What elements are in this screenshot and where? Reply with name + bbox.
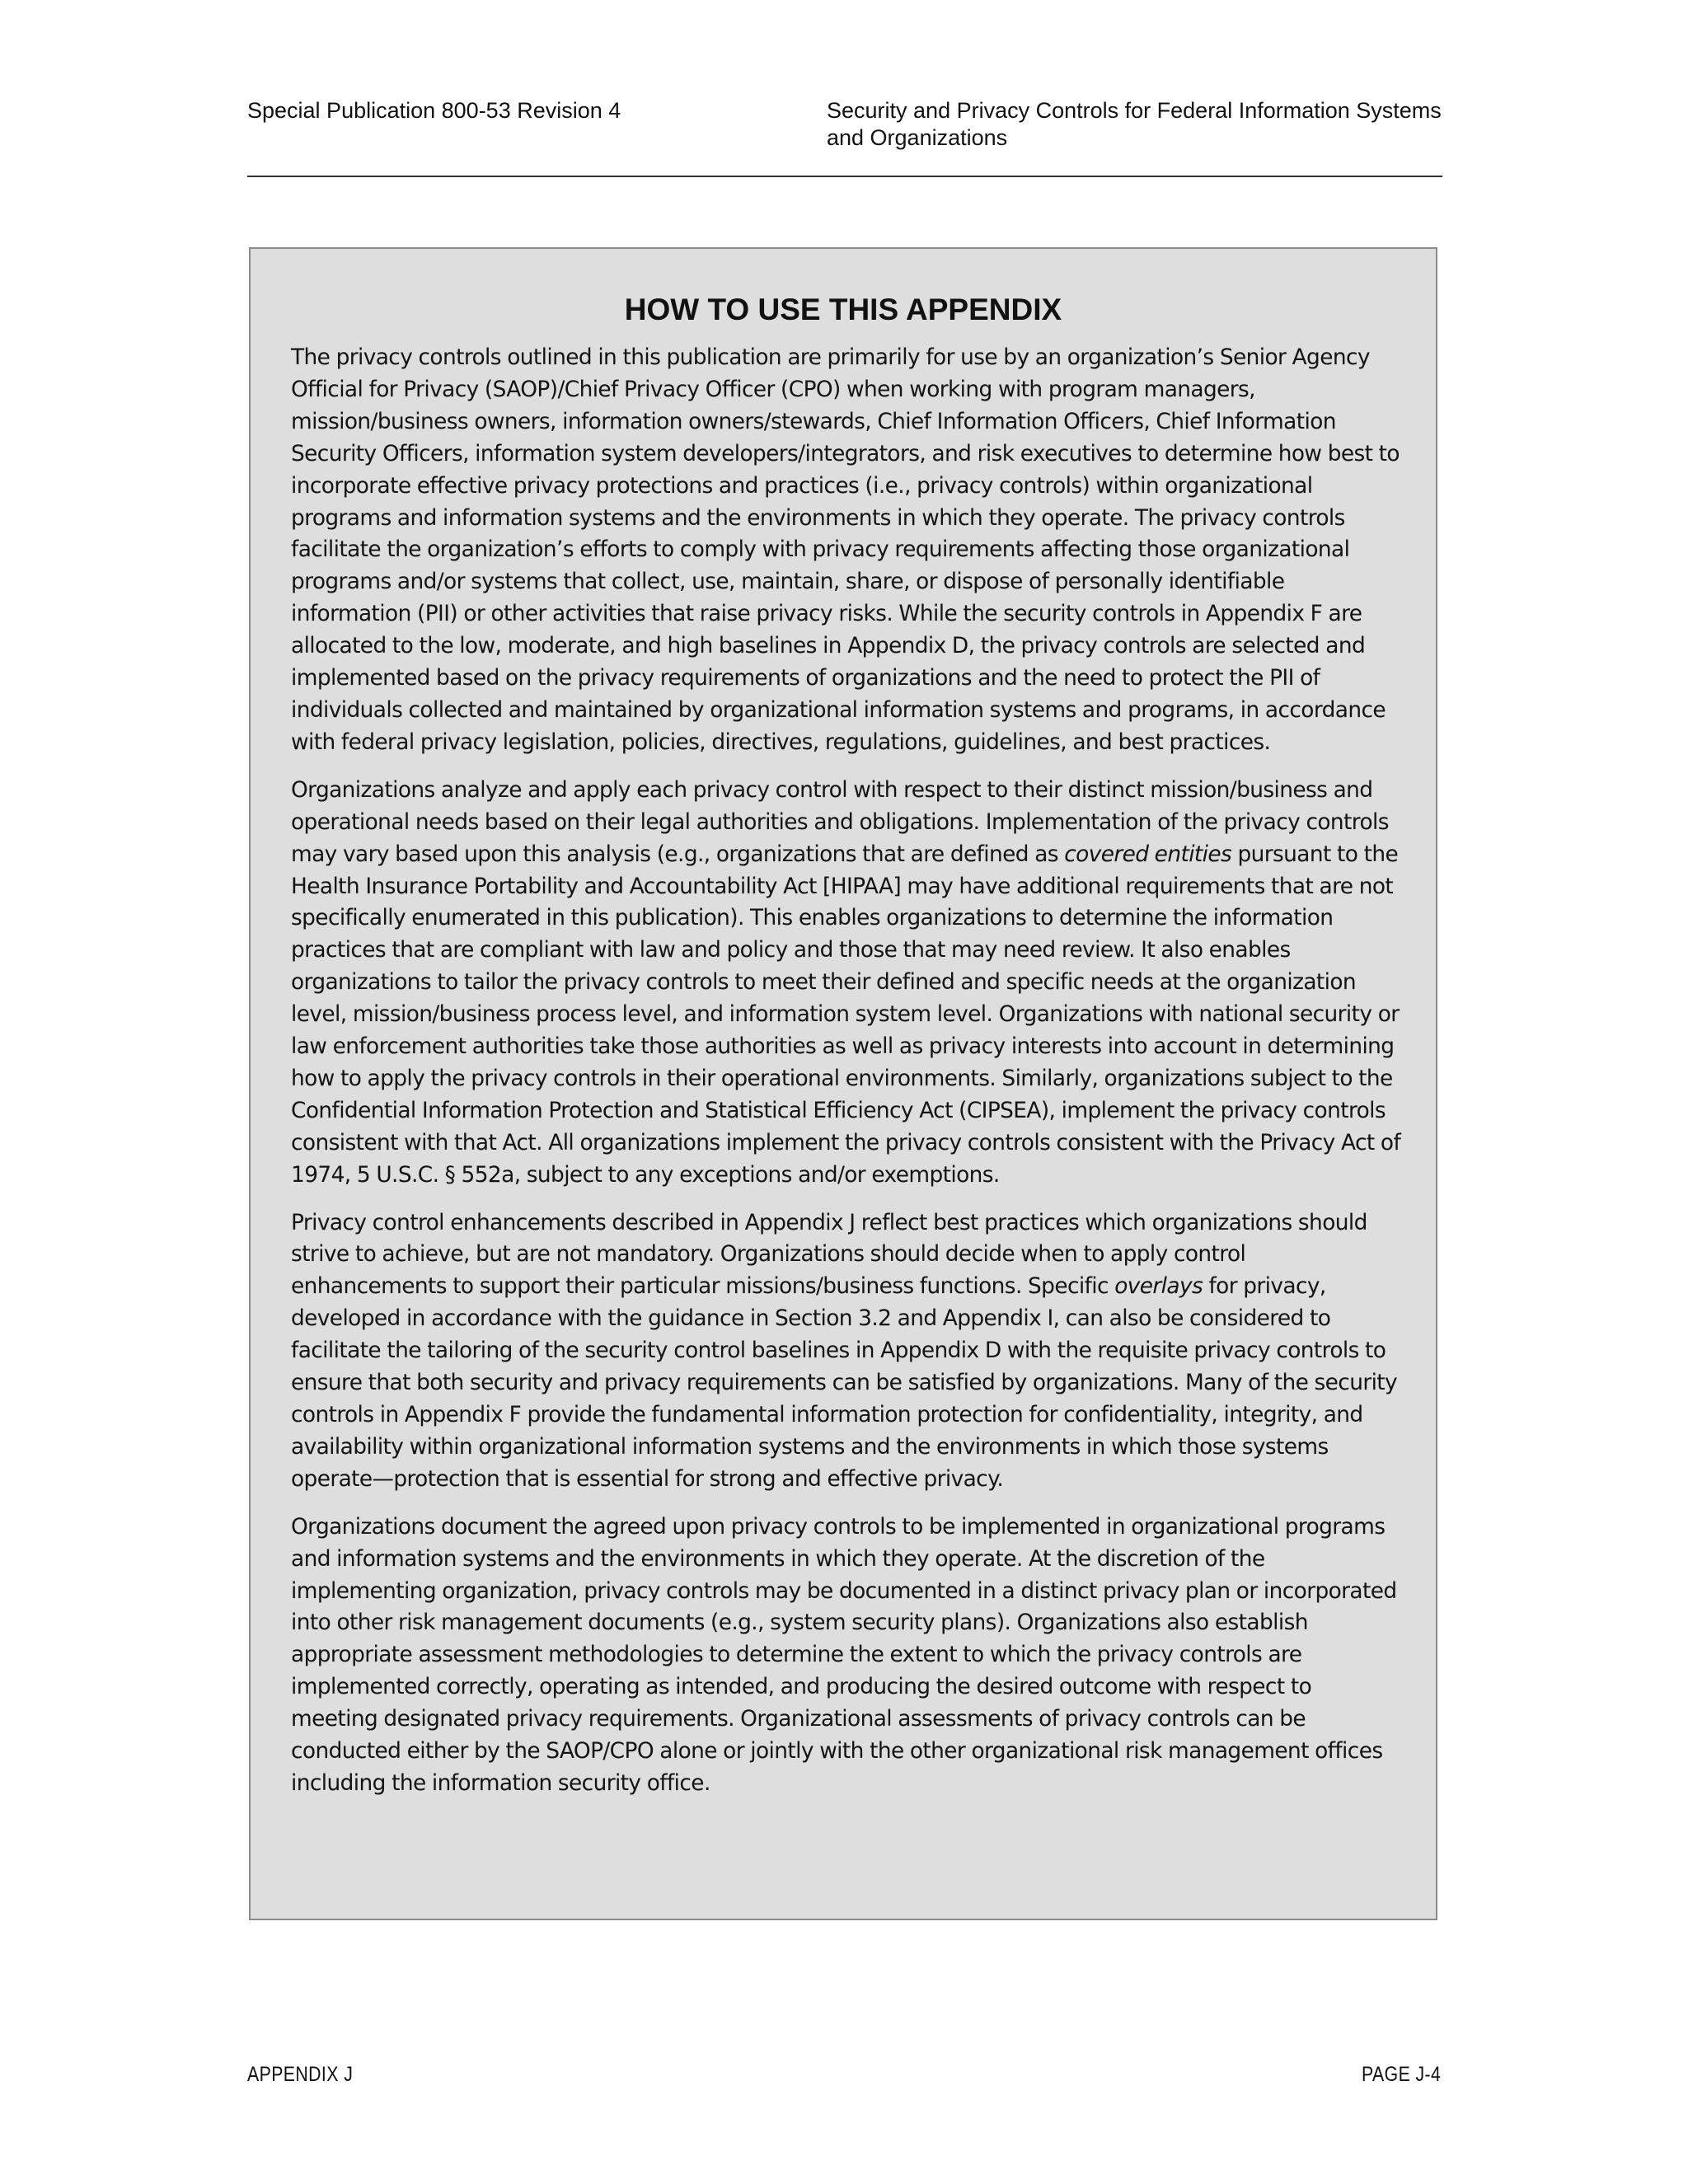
box-body	[291, 342, 1404, 1816]
header-title-line-1: Security and Privacy Controls for Federal Information Systems	[827, 98, 1442, 123]
paragraph-2	[291, 775, 1404, 1192]
how-to-use-box	[249, 247, 1437, 1920]
paragraph-2-part-b: pursuant to the Health Insurance Portability and Accountability Act [HIPAA] may have additional requirements that are not specifically enumerated in this publication). This enables organizations to determine the information practices that are compliant with law and policy and those that may need review. It also enables organizations to tailor the privacy controls to meet their defined and specific needs at the organization level, mission/business process level, and information system level. Organizations with national security or law enforcement authorities take those authorities as well as privacy interests into account in determining how to apply the privacy controls in their operational environments. Similarly, organizations subject to the Confidential Information Protection and Statistical Efficiency Act (CIPSEA), implement the privacy controls consistent with that Act. All organizations implement the privacy controls consistent with the Privacy Act of 1974, 5 U.S.C. § 552a, subject to any exceptions and/or exemptions.	[291, 841, 1401, 1188]
paragraph-1: The privacy controls outlined in this publication are primarily for use by an organization’s Senior Agency Official for Privacy (SAOP)/Chief Privacy Officer (CPO) when working with program managers, mission/business owners, information owners/stewards, Chief Information Officers, Chief Information Security Officers, information system developers/integrators, and risk executives to determine how best to incorporate effective privacy protections and practices (i.e., privacy controls) within organizational programs and information systems and the environments in which they operate. The privacy controls facilitate the organization’s efforts to comply with privacy requirements affecting those organizational programs and/or systems that collect, use, maintain, share, or dispose of personally identifiable information (PII) or other activities that raise privacy risks. While the security controls in Appendix F are allocated to the low, moderate, and high baselines in Appendix D, the privacy controls are selected and implemented based on the privacy requirements of organizations and the need to protect the PII of individuals collected and maintained by organizational information systems and programs, in accordance with federal privacy legislation, policies, directives, regulations, guidelines, and best practices.	[291, 344, 1400, 755]
header-divider	[247, 176, 1442, 177]
paragraph-3	[291, 1207, 1404, 1496]
paragraph-4: Organizations document the agreed upon privacy controls to be implemented in organizational programs and information systems and the environments in which they operate. At the discretion of the implementing organization, privacy controls may be documented in a distinct privacy plan or incorporated into other risk management documents (e.g., system security plans). Organizations also establish appropriate assessment methodologies to determine the extent to which the privacy controls are implemented correctly, operating as intended, and producing the desired outcome with respect to meeting designated privacy requirements. Organizational assessments of privacy controls can be conducted either by the SAOP/CPO alone or jointly with the other organizational risk management offices including the information security office.	[291, 1513, 1397, 1796]
footer-appendix-label: APPENDIX J	[247, 2063, 354, 2086]
paragraph-2-part-a: Organizations analyze and apply each privacy control with respect to their distinct mission/business and operational needs based on their legal authorities and obligations. Implementation of the privacy controls may vary based upon this analysis (e.g., organizations that are defined as	[291, 776, 1389, 867]
paragraph-2-emphasis: covered entities	[1064, 841, 1232, 867]
paragraph-3-emphasis: overlays	[1114, 1273, 1203, 1300]
header-publication-id: Special Publication 800-53 Revision 4	[247, 98, 621, 123]
header-title-line-2: and Organizations	[827, 125, 1008, 150]
header-document-title	[827, 97, 1453, 152]
paragraph-3-part-b: for privacy, developed in accordance with the guidance in Section 3.2 and Appendix I, can also be considered to facilitate the tailoring of the security control baselines in Appendix D with the requisite privacy controls to ensure that both security and privacy requirements can be satisfied by organizations. Many of the security controls in Appendix F provide the fundamental information protection for confidentiality, integrity, and availability within organizational information systems and the environments in which those systems operate—protection that is essential for strong and effective privacy.	[291, 1273, 1398, 1492]
box-title: HOW TO USE THIS APPENDIX	[624, 293, 1062, 326]
footer-page-number: PAGE J-4	[1361, 2063, 1441, 2086]
paragraph-3-part-a: Privacy control enhancements described in Appendix J reflect best practices which organizations should strive to achieve, but are not mandatory. Organizations should decide when to apply control enhancements to support their particular missions/business functions. Specific	[291, 1209, 1367, 1300]
